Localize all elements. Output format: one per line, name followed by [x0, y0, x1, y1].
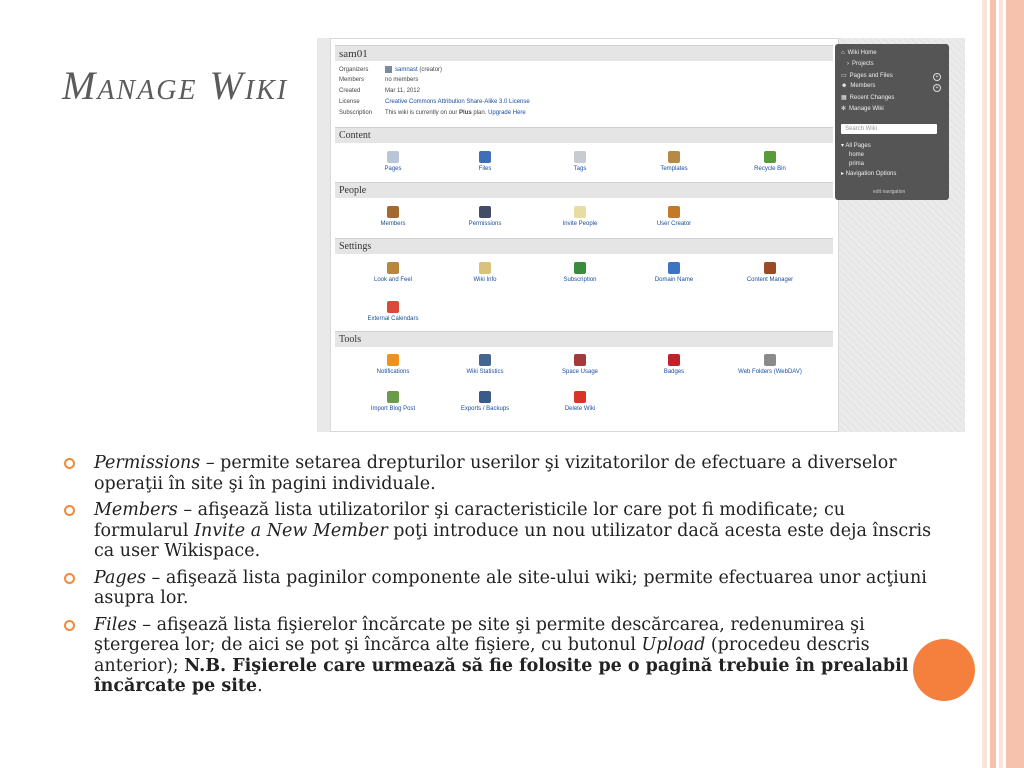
- info-suffix: (creator): [417, 67, 443, 74]
- expand-icon[interactable]: +: [933, 84, 941, 92]
- import-icon: [387, 391, 399, 403]
- decor-stripe-1: [982, 0, 987, 768]
- recycle-bin-icon: [764, 151, 776, 163]
- edit-navigation-link[interactable]: edit navigation: [873, 189, 906, 195]
- nav-item-projects[interactable]: [847, 61, 874, 67]
- section-header-content: Content: [335, 127, 833, 143]
- nav-item-label: Pages and Files: [849, 73, 893, 79]
- tool-space-usage[interactable]: [534, 354, 626, 375]
- tool-label: Invite People: [562, 221, 598, 227]
- tool-label: Content Manager: [746, 277, 794, 283]
- bullet-text: – afişează lista fişierelor încărcate pe site şi permite descărcarea, redenumirea şi ştergerea lor; de aici se pot şi încărca alte fişiere, cu butonul: [94, 614, 865, 655]
- web-folders-icon: [764, 354, 776, 366]
- info-value[interactable]: Creative Commons Attribution Share-Alike 3.0 License: [385, 99, 530, 105]
- tool-pages[interactable]: [347, 151, 439, 172]
- bullet-text-continued: poţi introduce un nou utilizator dacă acesta este deja înscris ca user Wikispace.: [94, 520, 932, 561]
- tool-notifications[interactable]: [347, 354, 439, 375]
- bullet-members: [64, 500, 944, 562]
- bullet-term: Files: [94, 614, 137, 635]
- tool-label: User Creator: [656, 221, 692, 227]
- tool-external-calendars[interactable]: [347, 301, 439, 322]
- nav-item-manage-wiki[interactable]: [841, 105, 884, 112]
- tool-delete-wiki[interactable]: [534, 391, 626, 412]
- calendar-icon: ▦: [841, 95, 847, 101]
- slide-title: Manage Wiki: [62, 63, 289, 108]
- decor-stripe-4: [1006, 0, 1024, 768]
- info-key: License: [339, 99, 360, 105]
- invite-icon: [574, 206, 586, 218]
- bullet-term: Members: [94, 500, 178, 520]
- manage-wiki-panel: [330, 38, 839, 432]
- folder-icon: ▭: [841, 73, 847, 79]
- info-value: This wiki is currently on our: [385, 110, 460, 116]
- nav-item-wiki-home[interactable]: [841, 50, 877, 56]
- info-row: [339, 77, 418, 83]
- tool-wiki-info[interactable]: [439, 262, 531, 283]
- disk-icon: [574, 354, 586, 366]
- nav-navigation-options[interactable]: ▸ Navigation Options: [841, 171, 897, 177]
- tool-label: Domain Name: [654, 277, 694, 283]
- decor-orange-circle: [913, 639, 975, 701]
- section-header-tools: Tools: [335, 331, 833, 347]
- plan-name: Plus: [459, 110, 472, 116]
- tool-members[interactable]: [347, 206, 439, 227]
- tool-label: Permissions: [468, 221, 502, 227]
- bullet-marker: [64, 620, 75, 631]
- save-icon: [479, 391, 491, 403]
- bullet-pages: [64, 568, 944, 609]
- tool-permissions[interactable]: [439, 206, 531, 227]
- bullet-emphasis: Upload: [641, 635, 706, 655]
- bullet-marker: [64, 505, 75, 516]
- tool-label: Wiki Info: [473, 277, 497, 283]
- tool-subscription[interactable]: [534, 262, 626, 283]
- wiki-navigation: [835, 44, 949, 200]
- alert-icon: [387, 354, 399, 366]
- tool-templates[interactable]: [628, 151, 720, 172]
- globe-icon: [668, 262, 680, 274]
- bullet-list: [64, 453, 944, 703]
- nav-page-prima[interactable]: prima: [849, 161, 865, 167]
- nav-item-label: Recent Changes: [849, 95, 895, 101]
- info-row: [339, 99, 530, 105]
- user-creator-icon: [668, 206, 680, 218]
- tool-label: Pages: [384, 166, 402, 172]
- avatar-icon: [385, 66, 392, 73]
- bullet-note: N.B. Fişierele care urmează să fie folosite pe o pagină trebuie în prealabil încărcate pe site: [94, 655, 909, 696]
- tool-domain-name[interactable]: [628, 262, 720, 283]
- money-bag-icon: [574, 262, 586, 274]
- members-icon: ☻: [841, 83, 848, 89]
- nav-item-pages-and-files[interactable]: [841, 72, 893, 79]
- bullet-emphasis: Invite a New Member: [194, 520, 388, 541]
- nav-page-home[interactable]: home: [849, 152, 865, 158]
- nav-item-label: Manage Wiki: [849, 106, 884, 112]
- bullet-marker: [64, 458, 75, 469]
- bullet-text: – afişează lista utilizatorilor şi caracteristicile lor care pot fi modificate; cu formularul: [94, 500, 846, 541]
- bullet-term: Pages: [94, 567, 146, 588]
- tool-label: Files: [478, 166, 492, 172]
- decor-stripe-3: [999, 0, 1003, 768]
- bullet-marker: [64, 573, 75, 584]
- upgrade-link[interactable]: Upgrade Here: [488, 110, 526, 116]
- monitor-icon: [479, 206, 491, 218]
- chevron-right-icon: ›: [847, 61, 849, 67]
- bullet-text: – afişează lista paginilor componente ale site-ului wiki; permite efectuarea unor acţiuni asupra lor.: [94, 567, 927, 608]
- calendar-icon: [387, 301, 399, 313]
- tool-label: Badges: [663, 369, 685, 375]
- tool-wiki-statistics[interactable]: [439, 354, 531, 375]
- gear-icon: ✻: [841, 106, 847, 112]
- tool-badges[interactable]: [628, 354, 720, 375]
- bullet-end: .: [257, 676, 263, 696]
- tool-user-creator[interactable]: [628, 206, 720, 227]
- nav-item-label: Projects: [852, 61, 874, 67]
- chart-icon: [479, 354, 491, 366]
- tool-label: Wiki Statistics: [466, 369, 504, 375]
- id-card-icon: [479, 262, 491, 274]
- info-row: [339, 110, 526, 116]
- info-value: Mar 11, 2012: [385, 88, 420, 94]
- tool-label: Templates: [660, 166, 688, 172]
- pages-icon: [387, 151, 399, 163]
- tool-label: Delete Wiki: [564, 406, 596, 412]
- tool-label: Look and Feel: [373, 277, 413, 283]
- info-row: [339, 88, 420, 94]
- decor-stripe-2: [990, 0, 996, 768]
- section-header-people: People: [335, 182, 833, 198]
- tool-label: Tags: [573, 166, 587, 172]
- clipboard-icon: [668, 151, 680, 163]
- bullet-permissions: [64, 453, 944, 494]
- palette-icon: [387, 262, 399, 274]
- book-icon: [764, 262, 776, 274]
- info-key: Subscription: [339, 110, 373, 116]
- bullet-term: Permissions: [94, 453, 201, 473]
- tool-content-manager[interactable]: [724, 262, 816, 283]
- badge-icon: [668, 354, 680, 366]
- tool-label: External Calendars: [367, 316, 419, 322]
- tool-label: Import Blog Post: [370, 406, 416, 412]
- nav-all-pages-label: All Pages: [845, 143, 871, 149]
- expand-icon[interactable]: +: [933, 73, 941, 81]
- home-icon: ⌂: [841, 50, 845, 56]
- info-key: Created: [339, 88, 361, 94]
- nav-item-label: Members: [850, 83, 876, 89]
- bullet-text-continued: (procedeu descris anterior);: [94, 635, 870, 676]
- tool-label: Recycle Bin: [754, 166, 786, 172]
- tool-label: Space Usage: [561, 369, 599, 375]
- tool-label: Subscription: [563, 277, 597, 283]
- nav-navigation-options-label: Navigation Options: [845, 171, 897, 177]
- tool-tags[interactable]: [534, 151, 626, 172]
- tool-recycle-bin[interactable]: [724, 151, 816, 172]
- tool-label: Members: [380, 221, 406, 227]
- tool-import-blog-post[interactable]: [347, 391, 439, 412]
- info-key: Organizers: [339, 67, 369, 74]
- nav-item-members[interactable]: [841, 83, 875, 89]
- tool-label: Notifications: [376, 369, 410, 375]
- tool-look-and-feel[interactable]: [347, 262, 439, 283]
- tool-web-folders-webdav[interactable]: [724, 354, 816, 375]
- bullet-text: – permite setarea drepturilor userilor şi vizitatorilor de efectuare a diverselor operaţii în site şi în pagini individuale.: [94, 453, 897, 494]
- members-icon: [387, 206, 399, 218]
- wiki-name-header: sam01: [335, 45, 833, 61]
- tool-invite-people[interactable]: [534, 206, 626, 227]
- nav-all-pages[interactable]: ▾ All Pages: [841, 143, 871, 149]
- tool-files[interactable]: [439, 151, 531, 172]
- info-row: [339, 66, 442, 73]
- tool-label: Web Folders (WebDAV): [738, 369, 802, 375]
- search-wiki-input[interactable]: Search Wiki: [841, 124, 937, 134]
- delete-icon: [574, 391, 586, 403]
- wiki-screenshot: [317, 38, 965, 432]
- tags-icon: [574, 151, 586, 163]
- info-value[interactable]: samnast: [395, 67, 418, 74]
- nav-item-recent-changes[interactable]: [841, 94, 894, 101]
- bullet-files: [64, 615, 944, 697]
- info-key: Members: [339, 77, 365, 83]
- info-value: no members: [385, 77, 419, 83]
- folder-icon: [479, 151, 491, 163]
- tool-exports-backups[interactable]: [439, 391, 531, 412]
- tool-label: Exports / Backups: [460, 406, 510, 412]
- nav-item-label: Wiki Home: [847, 50, 877, 56]
- info-after: plan.: [471, 110, 489, 116]
- section-header-settings: Settings: [335, 238, 833, 254]
